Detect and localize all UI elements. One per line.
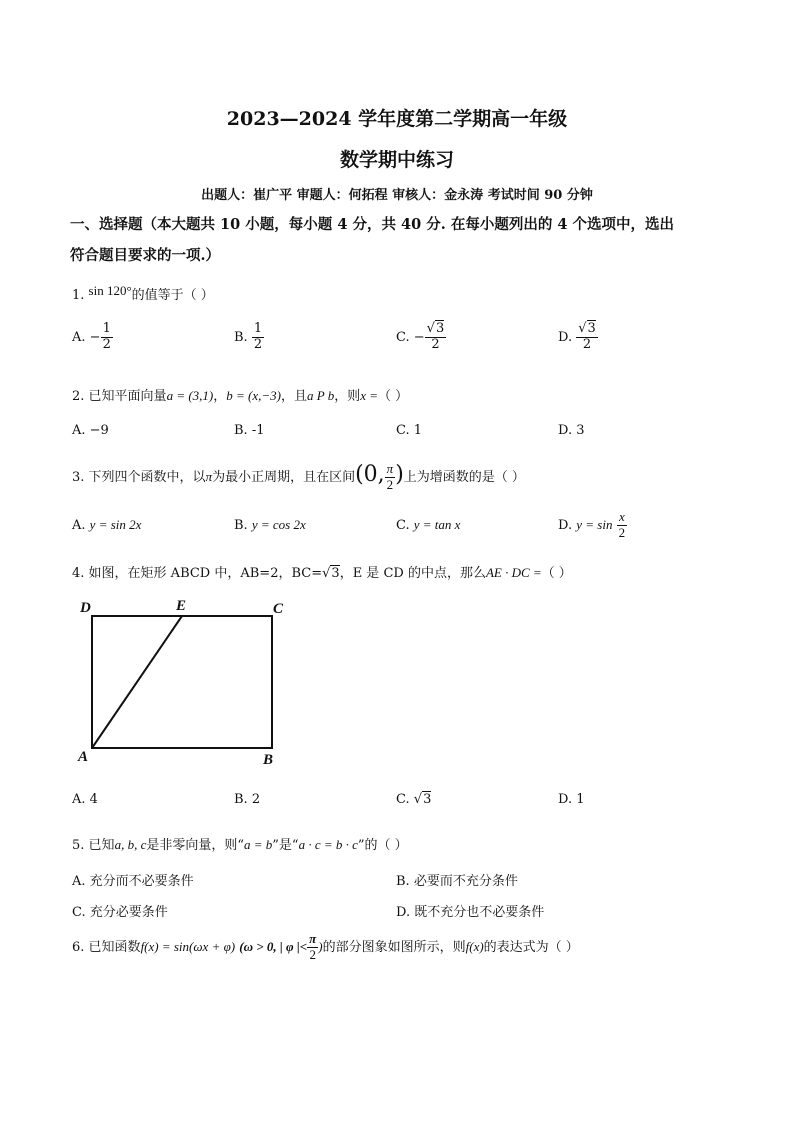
parallel-relation: a P b (307, 388, 335, 403)
vector-b: b = (x,−3) (226, 388, 281, 403)
q3-option-a (72, 517, 141, 533)
fraction-denominator: 2 (431, 336, 440, 352)
question-2-stem (72, 385, 408, 404)
radicand: 3 (587, 321, 596, 336)
fraction (385, 462, 396, 493)
q2-option-a: A. −9 (72, 423, 109, 438)
q4-option-a: A. 4 (72, 792, 98, 807)
vertex-label-a: A (78, 749, 89, 765)
question-number: 5. (72, 838, 85, 853)
radicand: 3 (423, 792, 432, 807)
question-text: ， (213, 389, 227, 404)
question-text: ，则 (334, 389, 361, 404)
option-label: C. (396, 518, 410, 533)
minus-sign: − (413, 329, 425, 345)
fraction-denominator: 2 (309, 946, 316, 962)
fraction-numerator: 1 (102, 321, 111, 336)
q1-option-d (558, 322, 598, 353)
option-label: A. (72, 329, 86, 345)
sqrt-symbol: √ (413, 792, 423, 807)
question-text: （ ） (378, 389, 409, 404)
math-expr: y = sin (576, 516, 613, 532)
function-name: f(x) (465, 938, 484, 954)
q1-option-a (72, 322, 113, 353)
fraction-numerator: 1 (253, 321, 263, 336)
fraction-numerator: π (309, 931, 317, 946)
q3-option-b (234, 517, 306, 533)
option-label: B. (234, 518, 248, 533)
question-text: ，E 是 CD 的中点，那么 (339, 566, 486, 581)
fraction-denominator: 2 (618, 524, 626, 540)
fraction-numerator: π (386, 461, 394, 477)
question-text: 为最小正周期，且在区间 (212, 470, 356, 485)
q1-option-c (396, 322, 446, 353)
question-1-stem (72, 284, 214, 303)
option-label: C. (396, 329, 410, 345)
unknown-x: x = (360, 388, 379, 403)
question-text: 如图，在矩形 ABCD 中，AB=2，BC= (88, 566, 323, 581)
question-text: 已知平面向量 (88, 389, 167, 404)
option-label: D. (558, 517, 573, 533)
vector-a: a = (3,1) (166, 388, 214, 403)
option-label: C. (396, 792, 410, 807)
fraction-numerator: √3 (426, 321, 445, 336)
q3-option-d (558, 510, 627, 541)
question-number: 6. (72, 939, 85, 955)
exam-title: 2023—2024 学年度第二学期高一年级 (226, 108, 568, 130)
option-label: D. (558, 329, 573, 345)
interval-close: ) (395, 462, 404, 487)
math-expr: sin 120° (88, 283, 132, 298)
option-label: A. (72, 518, 86, 533)
question-text: 的值等于（ ） (131, 288, 214, 303)
radicand: 3 (331, 566, 340, 581)
exam-meta: 出题人：崔广平 审题人：何拓程 审核人：金永涛 考试时间 90 分钟 (201, 188, 593, 203)
question-text: （ ） (541, 566, 572, 581)
vertex-label-d: D (80, 600, 91, 616)
fraction-denominator: 2 (386, 477, 394, 492)
question-text: 已知 (88, 838, 115, 853)
segment-ae (92, 616, 182, 748)
vertex-label-b: B (263, 752, 274, 768)
question-4-stem (72, 562, 572, 581)
fraction-denominator: 2 (253, 336, 263, 352)
fraction-denominator: 2 (102, 336, 111, 352)
fraction (101, 322, 113, 353)
option-label: B. (234, 329, 248, 345)
question-text: 的表达式为（ ） (483, 939, 579, 955)
question-text: 下列四个函数中，以 (88, 470, 206, 485)
q4-option-c (396, 792, 431, 807)
section-heading-line1: 一、选择题（本大题共 10 小题，每小题 4 分，共 40 分. 在每小题列出的 4 个选项中，选出 (70, 216, 675, 233)
question-number: 2. (72, 389, 85, 404)
condition-1: a = b (244, 837, 273, 852)
radicand: 3 (435, 321, 445, 336)
fraction (425, 322, 447, 353)
q5-option-d: D. 既不充分也不必要条件 (396, 905, 545, 920)
question-number: 1. (72, 288, 85, 303)
interval-open: (0, (355, 462, 385, 487)
condition-2: a · c = b · c (298, 837, 358, 852)
section-heading-line2: 符合题目要求的一项.） (70, 247, 221, 264)
q2-option-b: B. -1 (234, 423, 265, 438)
vertex-label-c: C (273, 601, 284, 617)
question-text: ”是“ (272, 838, 299, 853)
function-def: f(x) = sin(ωx + φ) (140, 938, 236, 954)
question-text: ”的（ ） (357, 838, 408, 853)
vertex-label-e: E (176, 598, 187, 614)
question-text: 上为增函数的是（ ） (403, 470, 525, 485)
question-number: 3. (72, 470, 85, 485)
fraction-numerator: √3 (578, 321, 596, 336)
q4-option-b: B. 2 (234, 792, 261, 807)
q5-option-c: C. 充分必要条件 (72, 905, 168, 920)
math-expr: y = sin 2x (89, 517, 142, 532)
pi-symbol: π (205, 469, 213, 484)
fraction (576, 322, 598, 353)
q5-option-a: A. 充分而不必要条件 (72, 874, 194, 889)
parameter-condition: (ω > 0, | φ |< (239, 938, 308, 954)
q3-option-c (396, 517, 460, 533)
dot-product-expr: AE · DC = (485, 565, 542, 580)
question-text: 已知函数 (88, 939, 141, 955)
question-5-stem (72, 834, 408, 853)
q1-option-b (234, 322, 264, 353)
q2-option-d: D. 3 (558, 423, 585, 438)
math-expr: y = tan x (413, 517, 461, 532)
rectangle-figure (74, 596, 288, 772)
fraction (307, 932, 318, 963)
fraction-numerator: x (618, 509, 625, 524)
question-number: 4. (72, 566, 85, 581)
sqrt-symbol: √ (322, 566, 331, 581)
fraction-denominator: 2 (582, 336, 592, 352)
question-3-stem (72, 462, 525, 493)
math-expr: y = cos 2x (251, 517, 306, 532)
condition-close: ) (318, 938, 323, 954)
q5-option-b: B. 必要而不充分条件 (396, 874, 518, 889)
exam-subtitle: 数学期中练习 (339, 149, 454, 171)
question-6-stem (72, 932, 579, 963)
question-text: 是非零向量，则“ (146, 838, 244, 853)
question-text: 的部分图象如图所示，则 (322, 939, 466, 955)
fraction (252, 322, 264, 353)
rectangle-abcd (92, 616, 272, 748)
q2-option-c: C. 1 (396, 423, 423, 438)
minus-sign: − (89, 329, 101, 345)
vectors-abc: a, b, c (114, 837, 147, 852)
fraction (617, 510, 628, 541)
question-text: ，且 (281, 389, 308, 404)
q4-option-d: D. 1 (558, 792, 585, 807)
